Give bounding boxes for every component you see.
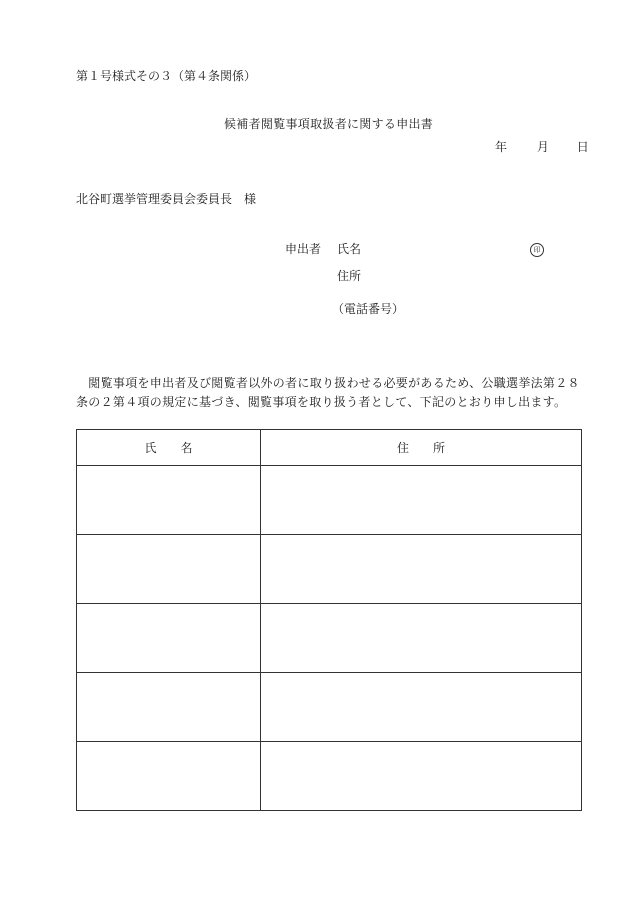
table-row — [77, 535, 582, 604]
address-cell[interactable] — [261, 535, 582, 604]
column-header-address: 住 所 — [261, 430, 582, 466]
applicant-phone-label: （電話番号） — [332, 302, 405, 316]
document-title: 候補者閲覧事項取扱者に関する申出書 — [224, 117, 434, 131]
body-text: 閲覧事項を申出者及び閲覧者以外の者に取り扱わせる必要があるため、公職選挙法第２８条の２第４項の規定に基づき、閲覧事項を取り扱う者として、下記のとおり申し出ます。 — [76, 376, 580, 409]
name-cell[interactable] — [77, 535, 261, 604]
table-row — [77, 604, 582, 673]
applicant-address-label: 住所 — [337, 269, 362, 283]
table-row — [77, 673, 582, 742]
table-row — [77, 466, 582, 535]
column-header-name: 氏 名 — [77, 430, 261, 466]
name-cell[interactable] — [77, 673, 261, 742]
address-cell[interactable] — [261, 742, 582, 811]
addressee: 北谷町選挙管理委員会委員長 様 — [76, 192, 257, 206]
address-cell[interactable] — [261, 466, 582, 535]
table-header-row — [77, 430, 582, 466]
applicant-role-label: 申出者 — [285, 242, 322, 256]
address-cell[interactable] — [261, 604, 582, 673]
date-line — [495, 140, 589, 154]
date-day: 日 — [576, 140, 589, 154]
address-cell[interactable] — [261, 673, 582, 742]
seal-icon: 印 — [530, 241, 544, 257]
form-number: 第１号様式その３（第４条関係） — [76, 69, 257, 83]
table-row — [77, 742, 582, 811]
handler-table — [76, 429, 582, 811]
name-cell[interactable] — [77, 466, 261, 535]
applicant-name-label: 氏名 — [337, 242, 362, 256]
name-cell[interactable] — [77, 742, 261, 811]
name-cell[interactable] — [77, 604, 261, 673]
date-month: 月 — [536, 140, 549, 154]
date-year: 年 — [495, 140, 508, 154]
